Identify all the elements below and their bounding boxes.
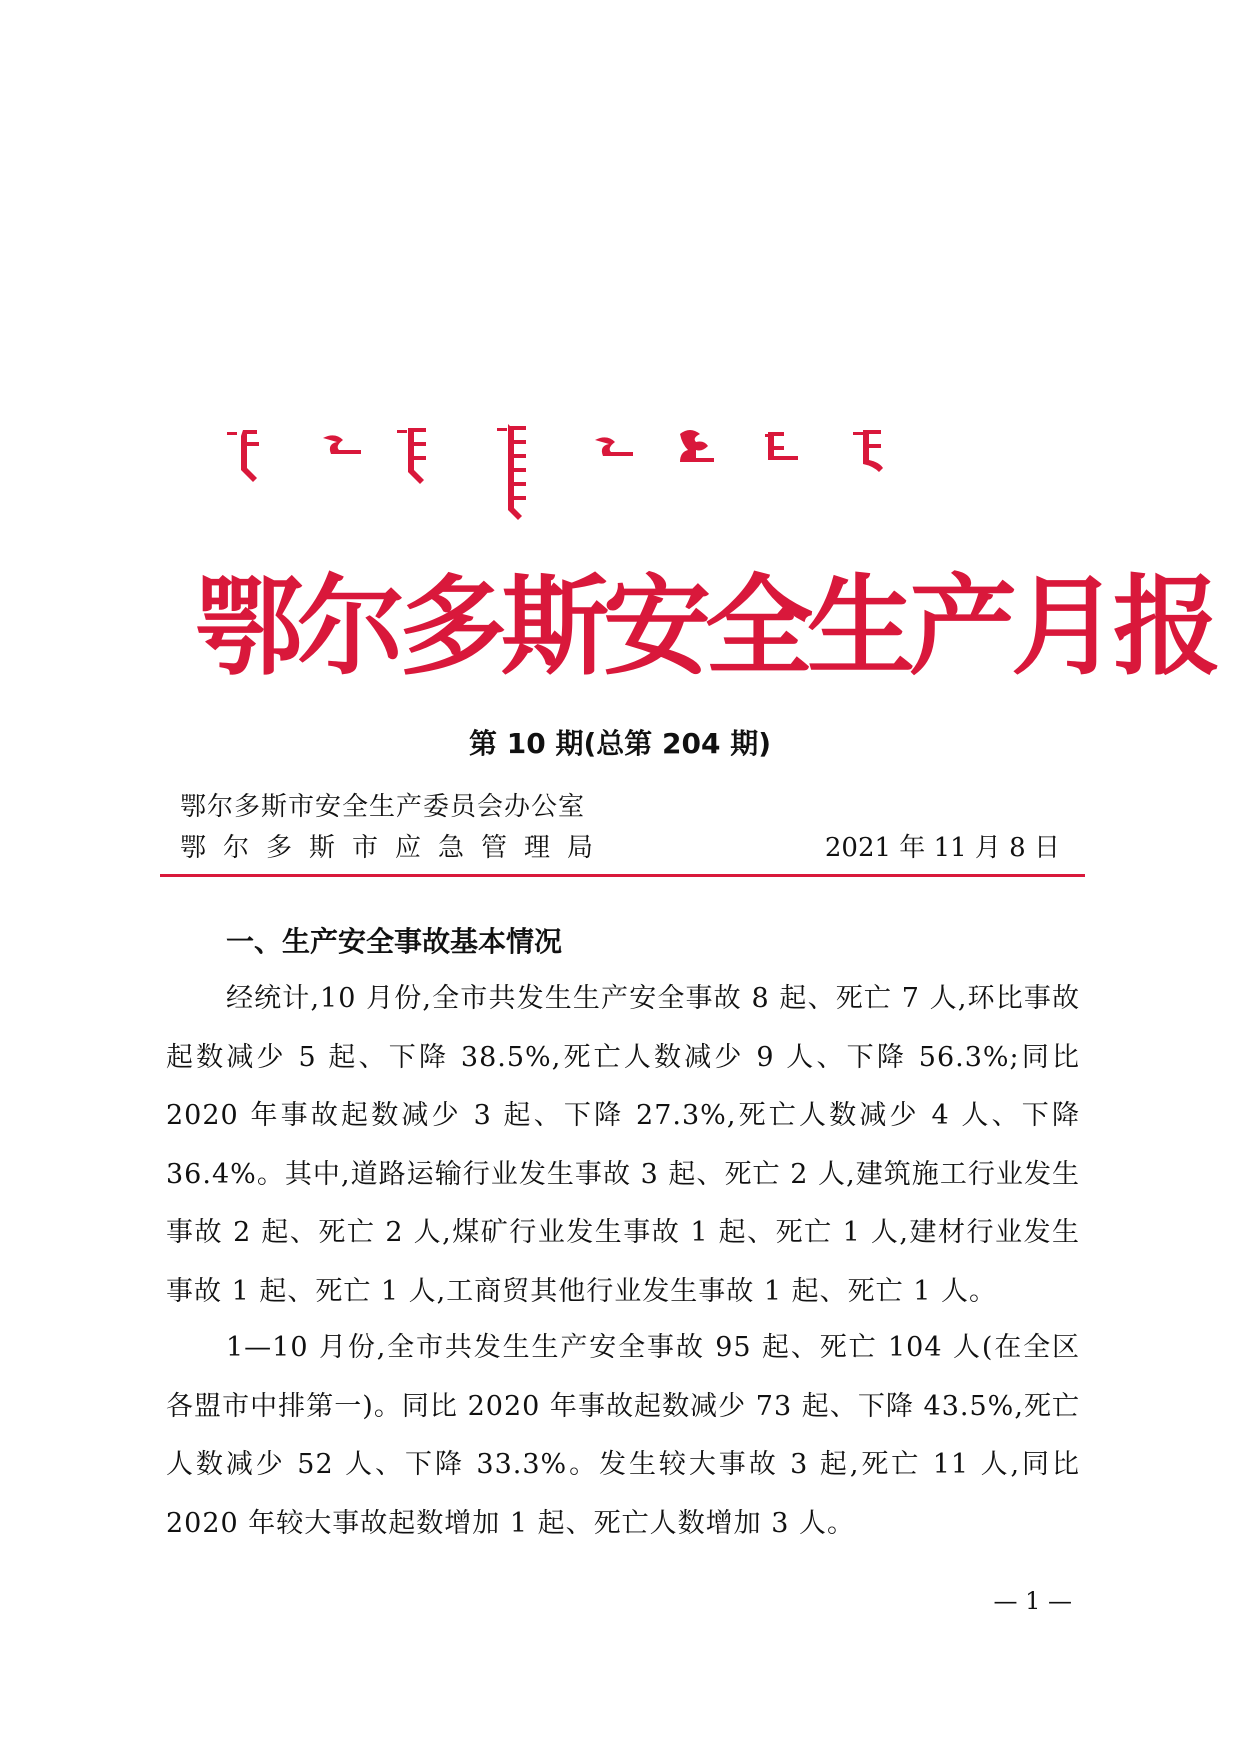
body-paragraph-1: 经统计,10 月份,全市共发生生产安全事故 8 起、死亡 7 人,环比事故起数减少 5 起、下降 38.5%,死亡人数减少 9 人、下降 56.3%;同比 2020 年事故起数减少 3 起、下降 27.3%,死亡人数减少 4 人、下降 36.4%。其中,道路运输行业发生事故 3 起、死亡 2 人,建筑施工行业发生事故 2 起、死亡 2 人,煤矿行业发生事故 1 起、死亡 1 人,建材行业发生事故 1 起、死亡 1 人,工商贸其他行业发生事故 1 起、死亡 1 人。 — [166, 983, 1080, 1307]
issuer-org-2: 鄂尔多斯市应急管理局 — [180, 833, 611, 863]
masthead-title: 鄂尔多斯安全生产月报 — [195, 565, 1216, 690]
section-heading: 一、生产安全事故基本情况 — [226, 925, 563, 958]
page-number: — 1 — — [993, 1587, 1072, 1615]
red-divider-line — [160, 874, 1085, 877]
mongolian-script-title — [225, 418, 1025, 548]
body-paragraph-2: 1—10 月份,全市共发生生产安全事故 95 起、死亡 104 人(在全区各盟市中排第一)。同比 2020 年事故起数减少 73 起、下降 43.5%,死亡人数减少 52 人、下降 33.3%。发生较大事故 3 起,死亡 11 人,同比 2020 年较大事故起数增加 1 起、死亡人数增加 3 人。 — [166, 1332, 1080, 1539]
issue-date: 2021 年 11 月 8 日 — [824, 833, 1060, 863]
issuer-org-1: 鄂尔多斯市安全生产委员会办公室 — [180, 792, 586, 822]
issue-number: 第 10 期(总第 204 期) — [469, 727, 771, 760]
mongolian-title-graphic — [225, 418, 1025, 548]
